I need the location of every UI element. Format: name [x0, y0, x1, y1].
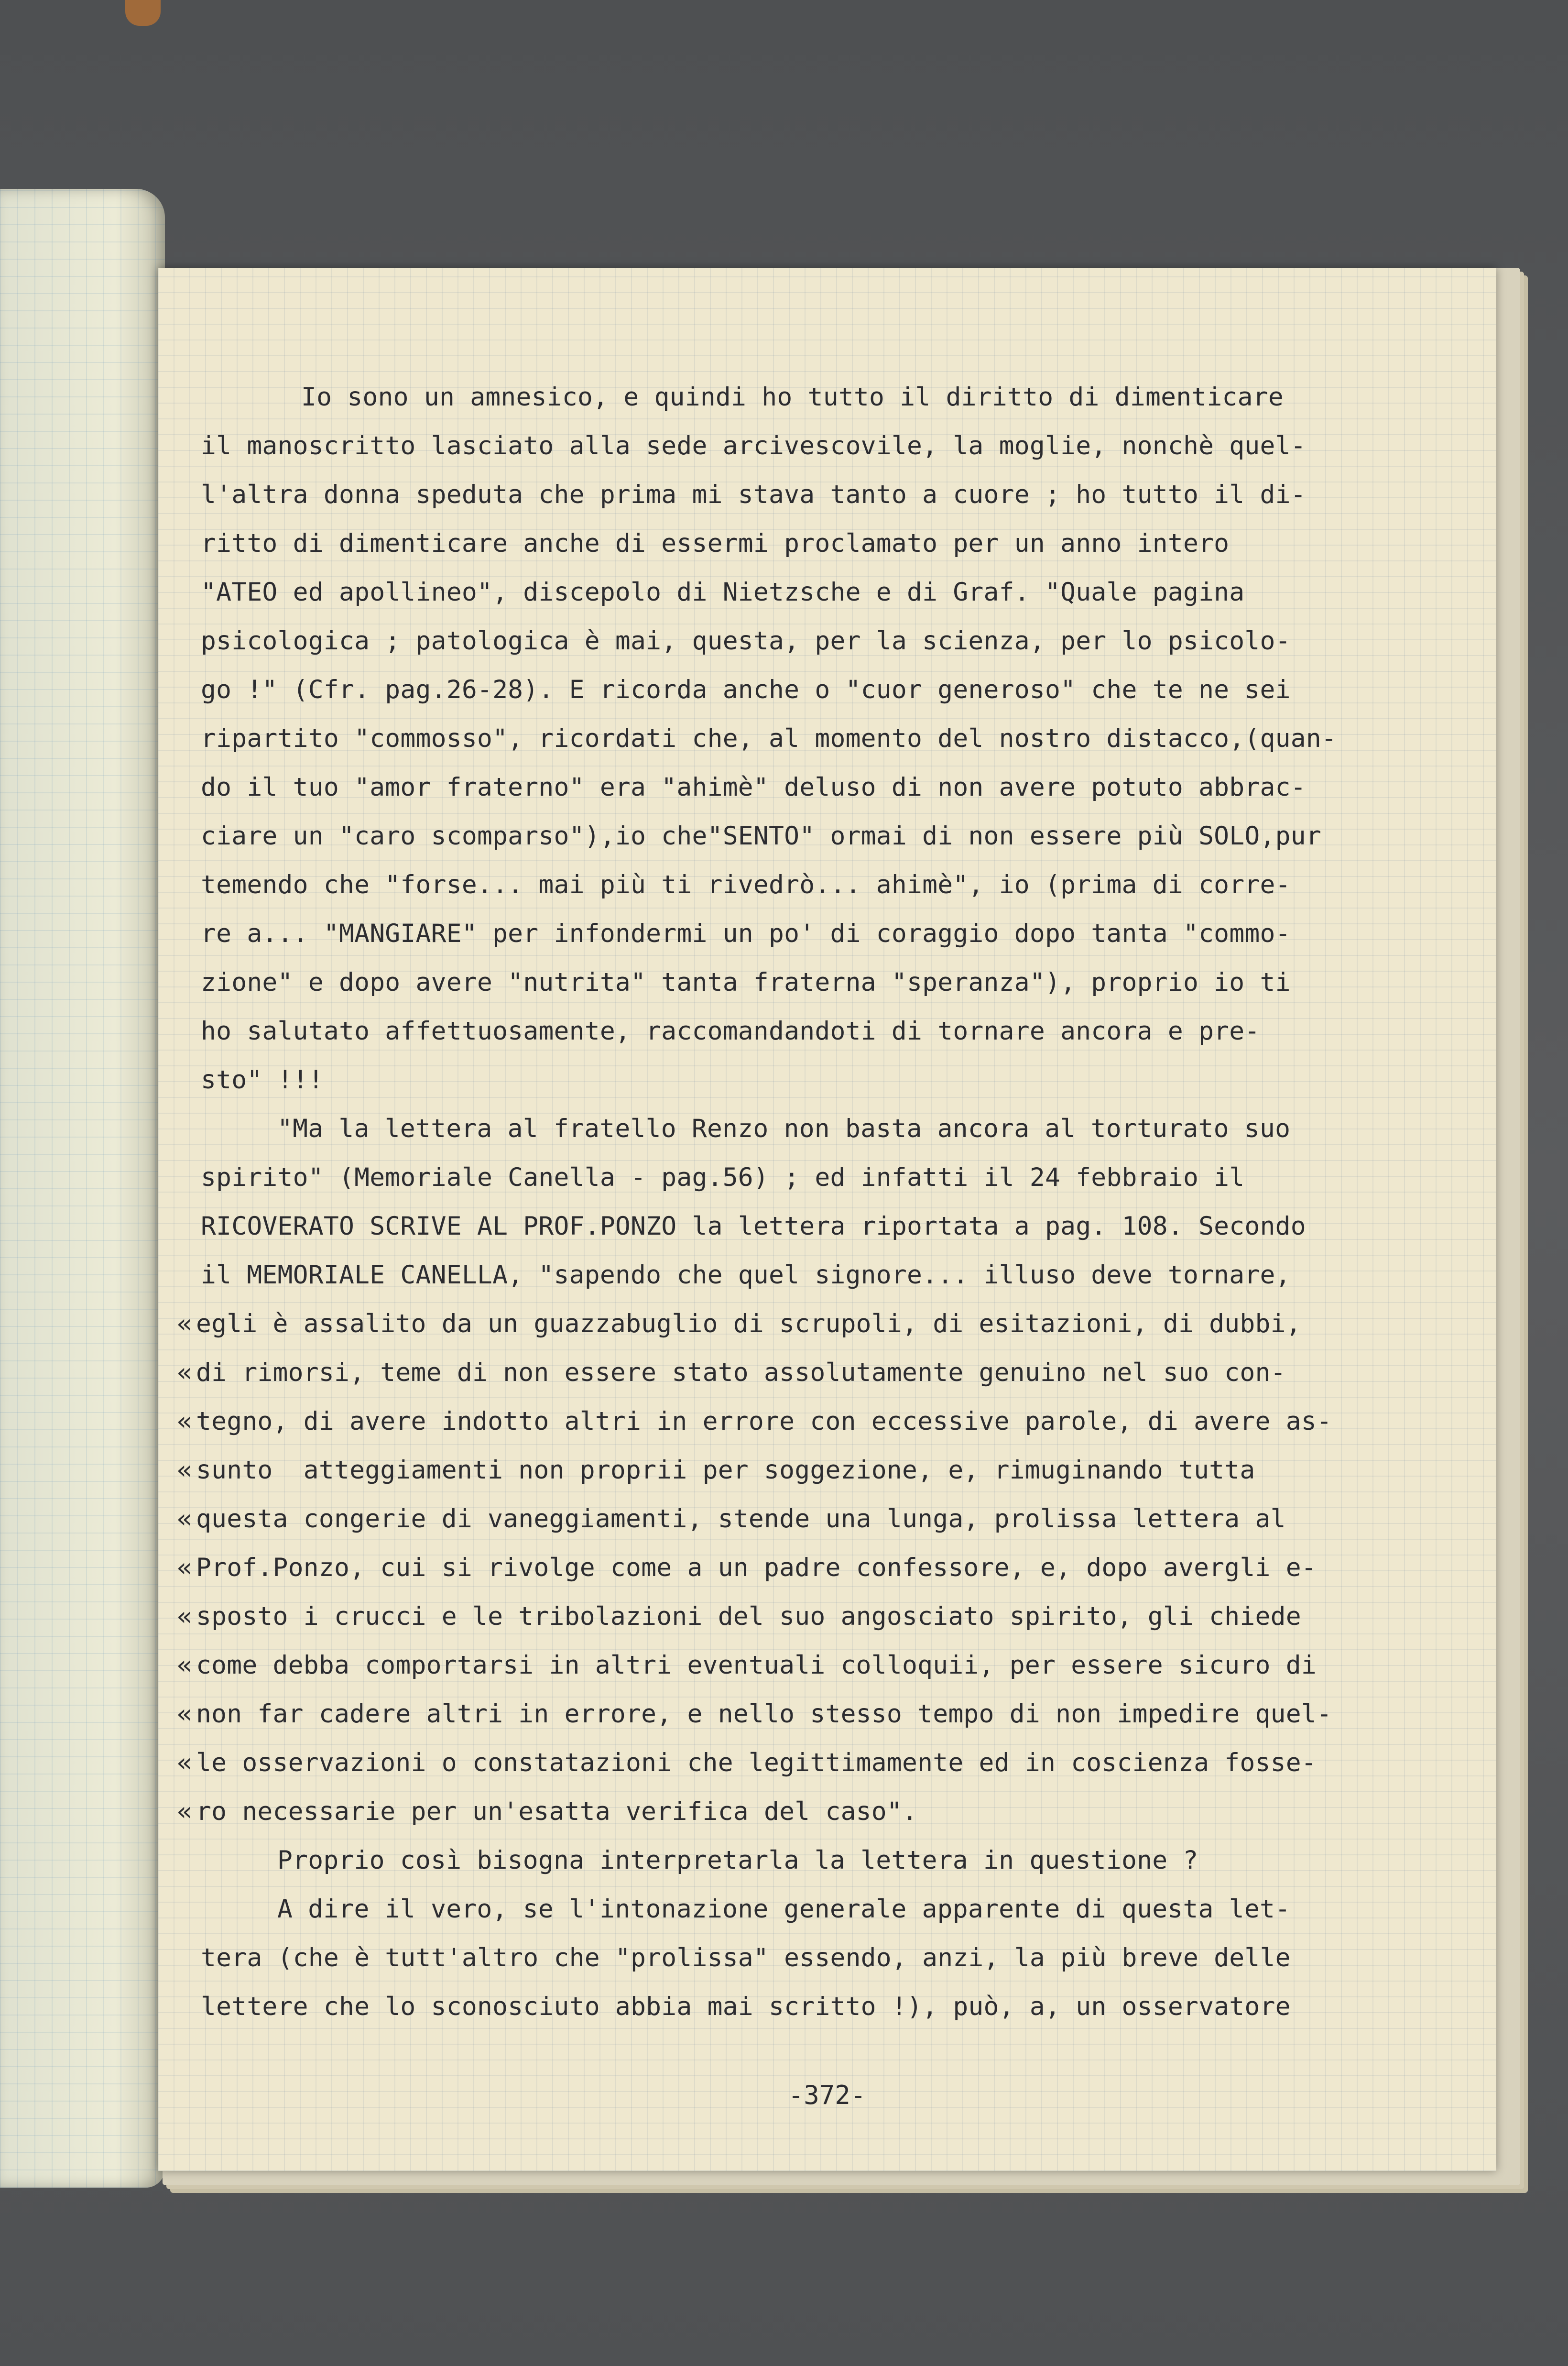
text-line: A dire il vero, se l'intonazione generale apparente di questa let-: [277, 1895, 1291, 1924]
quoted-line: [177, 1592, 1463, 1641]
quoted-line: [177, 1348, 1463, 1397]
typewritten-page: [158, 268, 1496, 2171]
quote-mark: «: [177, 1553, 193, 1582]
text-line: come debba comportarsi in altri eventuali colloquii, per essere sicuro di: [196, 1651, 1317, 1680]
text-line: sunto atteggiamenti non proprii per soggezione, e, rimuginando tutta: [196, 1456, 1255, 1485]
quote-mark: «: [177, 1748, 193, 1777]
quote-mark: «: [177, 1797, 193, 1826]
text-line: "ATEO ed apollineo", discepolo di Nietzsche e di Graf. "Quale pagina: [201, 578, 1245, 607]
text-line: ho salutato affettuosamente, raccomandandoti di tornare ancora e pre-: [201, 1017, 1260, 1046]
text-line: ro necessarie per un'esatta verifica del caso".: [196, 1797, 918, 1826]
text-line: re a... "MANGIARE" per infondermi un po' di coraggio dopo tanta "commo-: [201, 919, 1291, 948]
quote-mark: «: [177, 1504, 193, 1534]
quote-mark: «: [177, 1309, 193, 1338]
quote-mark: «: [177, 1602, 193, 1631]
body-text: [177, 373, 1463, 2031]
quoted-line: [177, 1787, 1463, 1836]
quoted-line: [177, 1690, 1463, 1739]
text-line: Prof.Ponzo, cui si rivolge come a un padre confessore, e, dopo avergli e-: [196, 1553, 1317, 1582]
text-line: ripartito "commosso", ricordati che, al momento del nostro distacco,(quan-: [201, 724, 1337, 753]
text-line: spirito" (Memoriale Canella - pag.56) ; ed infatti il 24 febbraio il: [201, 1163, 1245, 1192]
quote-mark: «: [177, 1651, 193, 1680]
text-line: psicologica ; patologica è mai, questa, per la scienza, per lo psicolo-: [201, 626, 1291, 656]
left-page-edge: [0, 189, 165, 2188]
text-line: questa congerie di vaneggiamenti, stende una lunga, prolissa lettera al: [196, 1504, 1286, 1534]
quoted-line: [177, 1397, 1463, 1446]
binder-pin: [125, 0, 161, 26]
text-line: RICOVERATO SCRIVE AL PROF.PONZO la lettera riportata a pag. 108. Secondo: [201, 1212, 1306, 1241]
text-line: "Ma la lettera al fratello Renzo non basta ancora al torturato suo: [277, 1114, 1291, 1143]
text-line: non far cadere altri in errore, e nello stesso tempo di non impedire quel-: [196, 1699, 1332, 1729]
text-line: l'altra donna speduta che prima mi stava tanto a cuore ; ho tutto il di-: [201, 480, 1306, 509]
quoted-line: [177, 1300, 1463, 1348]
quoted-line: [177, 1544, 1463, 1592]
quote-mark: «: [177, 1699, 193, 1729]
text-line: tera (che è tutt'altro che "prolissa" essendo, anzi, la più breve delle: [201, 1943, 1291, 1972]
quote-mark: «: [177, 1407, 193, 1436]
text-line: go !" (Cfr. pag.26-28). E ricorda anche o "cuor generoso" che te ne sei: [201, 675, 1291, 704]
text-line: ciare un "caro scomparso"),io che"SENTO" ormai di non essere più SOLO,pur: [201, 822, 1321, 851]
text-line: tegno, di avere indotto altri in errore con eccessive parole, di avere as-: [196, 1407, 1332, 1436]
text-line: ritto di dimenticare anche di essermi proclamato per un anno intero: [201, 529, 1230, 558]
quoted-line: [177, 1446, 1463, 1495]
text-line: sposto i crucci e le tribolazioni del suo angosciato spirito, gli chiede: [196, 1602, 1301, 1631]
text-line: zione" e dopo avere "nutrita" tanta fraterna "speranza"), proprio io ti: [201, 968, 1291, 997]
quoted-line: [177, 1641, 1463, 1690]
text-line: temendo che "forse... mai più ti rivedrò... ahimè", io (prima di corre-: [201, 870, 1291, 899]
text-line: le osservazioni o constatazioni che legittimamente ed in coscienza fosse-: [196, 1748, 1317, 1777]
quote-mark: «: [177, 1358, 193, 1387]
quote-mark: «: [177, 1456, 193, 1485]
text-line: lettere che lo sconosciuto abbia mai scritto !), può, a, un osservatore: [201, 1992, 1291, 2021]
text-line: di rimorsi, teme di non essere stato assolutamente genuino nel suo con-: [196, 1358, 1286, 1387]
text-line: il manoscritto lasciato alla sede arcivescovile, la moglie, nonchè quel-: [201, 431, 1306, 460]
page-number: -372-: [788, 2080, 866, 2110]
quoted-line: [177, 1495, 1463, 1544]
text-line: egli è assalito da un guazzabuglio di scrupoli, di esitazioni, di dubbi,: [196, 1309, 1301, 1338]
text-line: do il tuo "amor fraterno" era "ahimè" deluso di non avere potuto abbrac-: [201, 773, 1306, 802]
text-line: il MEMORIALE CANELLA, "sapendo che quel signore... illuso deve tornare,: [201, 1260, 1291, 1290]
text-line: Proprio così bisogna interpretarla la lettera in questione ?: [277, 1846, 1198, 1875]
text-line: Io sono un amnesico, e quindi ho tutto il diritto di dimenticare: [301, 383, 1284, 412]
text-line: sto" !!!: [201, 1065, 324, 1095]
quoted-line: [177, 1739, 1463, 1787]
